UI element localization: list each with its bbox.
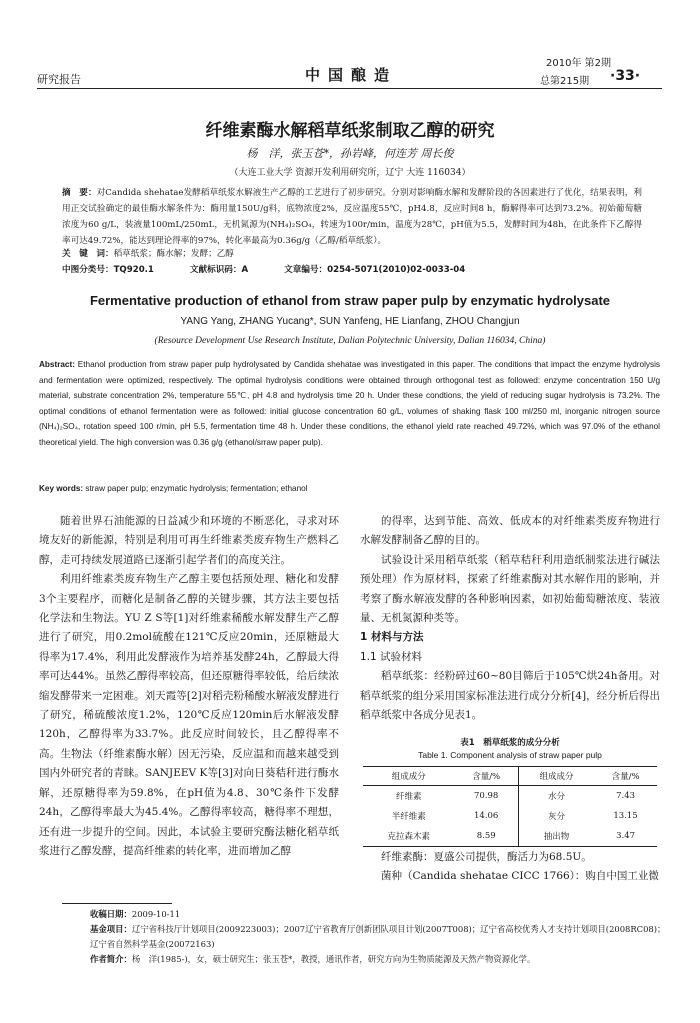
body-paragraph: 稻草纸浆：经粉碎过60~80目筛后于105℃烘24h备用。对稻草纸浆的组分采用国家标准法进行成分分析[4]，经分析后得出稻草纸浆中各成分见表1。 <box>360 670 660 722</box>
table-title-cn: 表1 稻草纸浆的成分分析 <box>460 738 560 748</box>
body-paragraph: 的得率，达到节能、高效、低成本的对纤维素类废弃物进行水解发酵制备乙醇的目的。 <box>360 515 660 547</box>
body-paragraph: 利用纤维素类废弃物生产乙醇主要包括预处理、糖化和发酵3个主要程序，而糖化是制备乙醇的关键步骤，其方法主要包括化学法和生物法。YU Z S等[1]对纤维素稀酸水解发酵生产乙醇进行了研究，用0.2mol硫酸在121℃反应20min，还原糖最大得率为17.4%，利用此发酵液作为培养基发酵24h，乙醇最大得率可达44%。虽然乙醇得率较高，但还原糖得率较低，给后续浓缩发酵带来一定困难。刘天霞等[2]对稻壳粉稀酸水解液发酵进行了研究，稀硫酸浓度1.2%，120℃反应120min后水解液发酵120h，乙醇得率为33.7%。此反应时间较长，且乙醇得率不高。生物法（纤维素酶水解）因无污染，反应温和而越来越受到国内外研究者的青睐。SANJEEV K等[3]对向日葵秸秆进行酶水解，还原糖得率为59.8%，在pH值为4.8、30℃条件下发酵24h，乙醇得率最大为45.4%。乙醇得率较高，糖得率不理想，还有进一步提升的空间。因此，本试验主要研究酶法糖化稻草纸浆进行乙醇发酵，提高纤维素的转化率，进而增加乙醇 <box>39 573 339 857</box>
affiliation-en: (Resource Development Use Research Institute, Dalian Polytechnic University, Dalian 116034, China) <box>154 336 546 346</box>
keywords-en <box>39 484 660 493</box>
table-header-cell: 组成成分 <box>518 767 594 786</box>
page-number: ·33· <box>610 68 641 84</box>
abstract-en <box>39 357 660 450</box>
received-label: 收稿日期： <box>90 909 132 919</box>
keywords-en-label: Key words: <box>39 484 84 493</box>
section-heading: 1 材料与方法 <box>360 631 424 644</box>
subsection-heading: 1.1 试验材料 <box>360 650 423 663</box>
table-row <box>363 826 657 847</box>
issue-total: 总第215期 <box>540 76 590 87</box>
materials-list <box>360 848 660 887</box>
table-cell: 14.06 <box>474 811 499 821</box>
table-cell: 7.43 <box>616 791 636 801</box>
authors-cn: 杨 洋，张玉苍*，孙岩峰，何连芳 周长俊 <box>246 147 454 160</box>
table-cell: 3.47 <box>594 826 657 847</box>
author-bio-label: 作者简介： <box>90 954 132 964</box>
classification-line <box>62 263 501 275</box>
keywords-cn <box>62 247 642 259</box>
body-left-column <box>39 512 339 861</box>
table-cell: 8.59 <box>455 826 519 847</box>
table-row <box>363 806 657 826</box>
keywords-cn-label: 关 键 词： <box>62 249 114 259</box>
component-table <box>363 766 657 847</box>
header-rule <box>37 88 662 89</box>
author-bio-text: 杨 洋(1985-)，女，硕士研究生；张玉苍*，教授，通讯作者，研究方向为生物质能源及天然产物资源化学。 <box>131 954 536 964</box>
table-title-en: Table 1. Component analysis of straw paper pulp <box>418 750 602 760</box>
received-date: 2009-10-11 <box>131 909 181 919</box>
journal-name: 中国酿造 <box>305 66 398 84</box>
table-cell: 70.98 <box>474 791 499 801</box>
issue-year: 2010年 第2期 <box>546 58 611 69</box>
table-cell: 半纤维素 <box>391 812 426 822</box>
abstract-cn-label: 摘 要： <box>62 188 97 198</box>
table-header-cell: 含量/% <box>594 767 657 786</box>
paper-title-cn: 纤维素酶水解稻草纸浆制取乙醇的研究 <box>205 121 495 141</box>
table-cell: 水分 <box>518 786 594 807</box>
footnote-author <box>90 952 670 967</box>
document-code: 文献标识码：A <box>189 265 249 275</box>
abstract-en-text: Ethanol production from straw paper pulp hydrolysated by Candida shehatae was investigated in this paper. The conditions that impact the enzyme hydrolysis and fermentation were optimized, respectively. The optimal hydrolysis conditions were obtained through orthogonal test as followed: enzyme concentration 150 U/g material, substrate concentration 2%, temperature 55℃, pH 4.8 and hydrolysis time 20 h. Under these condtions, the yield of reducing sugar hydrolysis is 73.2%. The optimal conditions of ethanol fermentation were as followed: initial glucose concentration 60 g/L, volumes of shaking flask 100 ml/250 ml, inorganic nitrogen source (NH₄)₂SO₄, rotation speed 100 r/min, pH 5.5, fermentation time 48 h. Under these conditions, the ethanol yield rate reached 49.72%, which was 97.0% of the ethanol theoretical yield. The high conversion was 0.36 g/g (ethanol/srraw paper pulp). <box>39 360 660 447</box>
keywords-en-text: straw paper pulp; enzymatic hydrolysis; fermentation; ethanol <box>85 484 308 493</box>
footnote-rule <box>62 903 172 904</box>
abstract-en-label: Abstract: <box>39 360 75 369</box>
body-right-column <box>360 512 660 725</box>
footnote-fund <box>90 922 670 952</box>
table-cell: 抽出物 <box>518 826 594 847</box>
article-number: 文章编号：0254-5071(2010)02-0033-04 <box>284 265 466 275</box>
authors-en: YANG Yang, ZHANG Yucang*, SUN Yanfeng, HE Lianfang, ZHOU Changjun <box>180 316 520 327</box>
table-cell: 纤维素 <box>395 792 422 802</box>
body-paragraph: 试验设计采用稻草纸浆（稻草秸秆利用造纸制浆法进行碱法预处理）作为原材料，探索了纤维素酶对其水解作用的影响，并考察了酶水解液发酵的各种影响因素，如初始葡萄糖浓度、装液量、无机氮源种类等。 <box>360 553 660 625</box>
paper-title-en: Fermentative production of ethanol from straw paper pulp by enzymatic hydrolysate <box>89 293 611 308</box>
table-header-cell: 含量/% <box>455 767 519 786</box>
body-paragraph: 随着世界石油能源的日益减少和环境的不断恶化，寻求对环境友好的新能源，特别是利用可再生纤维素类废弃物生产燃料乙醇，走可持续发展道路已逐渐引起学者们的高度关注。 <box>39 515 339 566</box>
table-cell: 13.15 <box>613 811 638 821</box>
table-header-row <box>363 767 657 786</box>
table-cell: 克拉森木素 <box>363 826 455 847</box>
table-row <box>363 786 657 807</box>
affiliation-cn: （大连工业大学 资源开发利用研究所，辽宁 大连 116034） <box>229 168 471 178</box>
abstract-cn <box>62 185 642 249</box>
fund-label: 基金项目： <box>90 924 132 934</box>
table-header-cell: 组成成分 <box>363 767 455 786</box>
running-header-section: 研究报告 <box>37 73 81 86</box>
body-paragraph: 纤维素酶：夏盛公司提供，酶活力为68.5U。 <box>381 851 592 863</box>
fund-text: 辽宁省科技厅计划项目(2009223003)；2007辽宁省教育厅创新团队项目计划(2007T008)；辽宁省高校优秀人才支持计划项目(2008RC08)；辽宁省自然科学基金(20072163) <box>90 924 666 949</box>
table-cell: 灰分 <box>518 806 594 826</box>
clc-number: 中图分类号：TQ920.1 <box>62 265 154 275</box>
footnote-received <box>90 907 670 922</box>
abstract-cn-text: 对Candida shehatae发酵稻草纸浆水解液生产乙醇的工艺进行了初步研究。分别对影响酶水解和发酵阶段的各因素进行了优化，结果表明，利用正交试验确定的最佳酶水解条件为：酶用量150U/g料，底物浓度2%，反应温度55℃，pH4.8，反应时间8 h，酶解得率可达到73.2%。初始葡萄糖浓度为60 g/L，装液量100mL/250mL，无机氮源为(NH₄)₂SO₄，转速为100r/min，温度为28℃，pH值为5.5，发酵时间为48h，在此条件下乙醇得率可达49.72%，能达到理论得率的97%，转化率最高为0.36g/g（乙醇/稻草纸浆）。 <box>62 188 642 246</box>
body-paragraph: 菌种（Candida shehatae CICC 1766）：购自中国工业微 <box>381 870 659 883</box>
keywords-cn-text: 稻草纸浆；酶水解；发酵；乙醇 <box>113 249 234 259</box>
